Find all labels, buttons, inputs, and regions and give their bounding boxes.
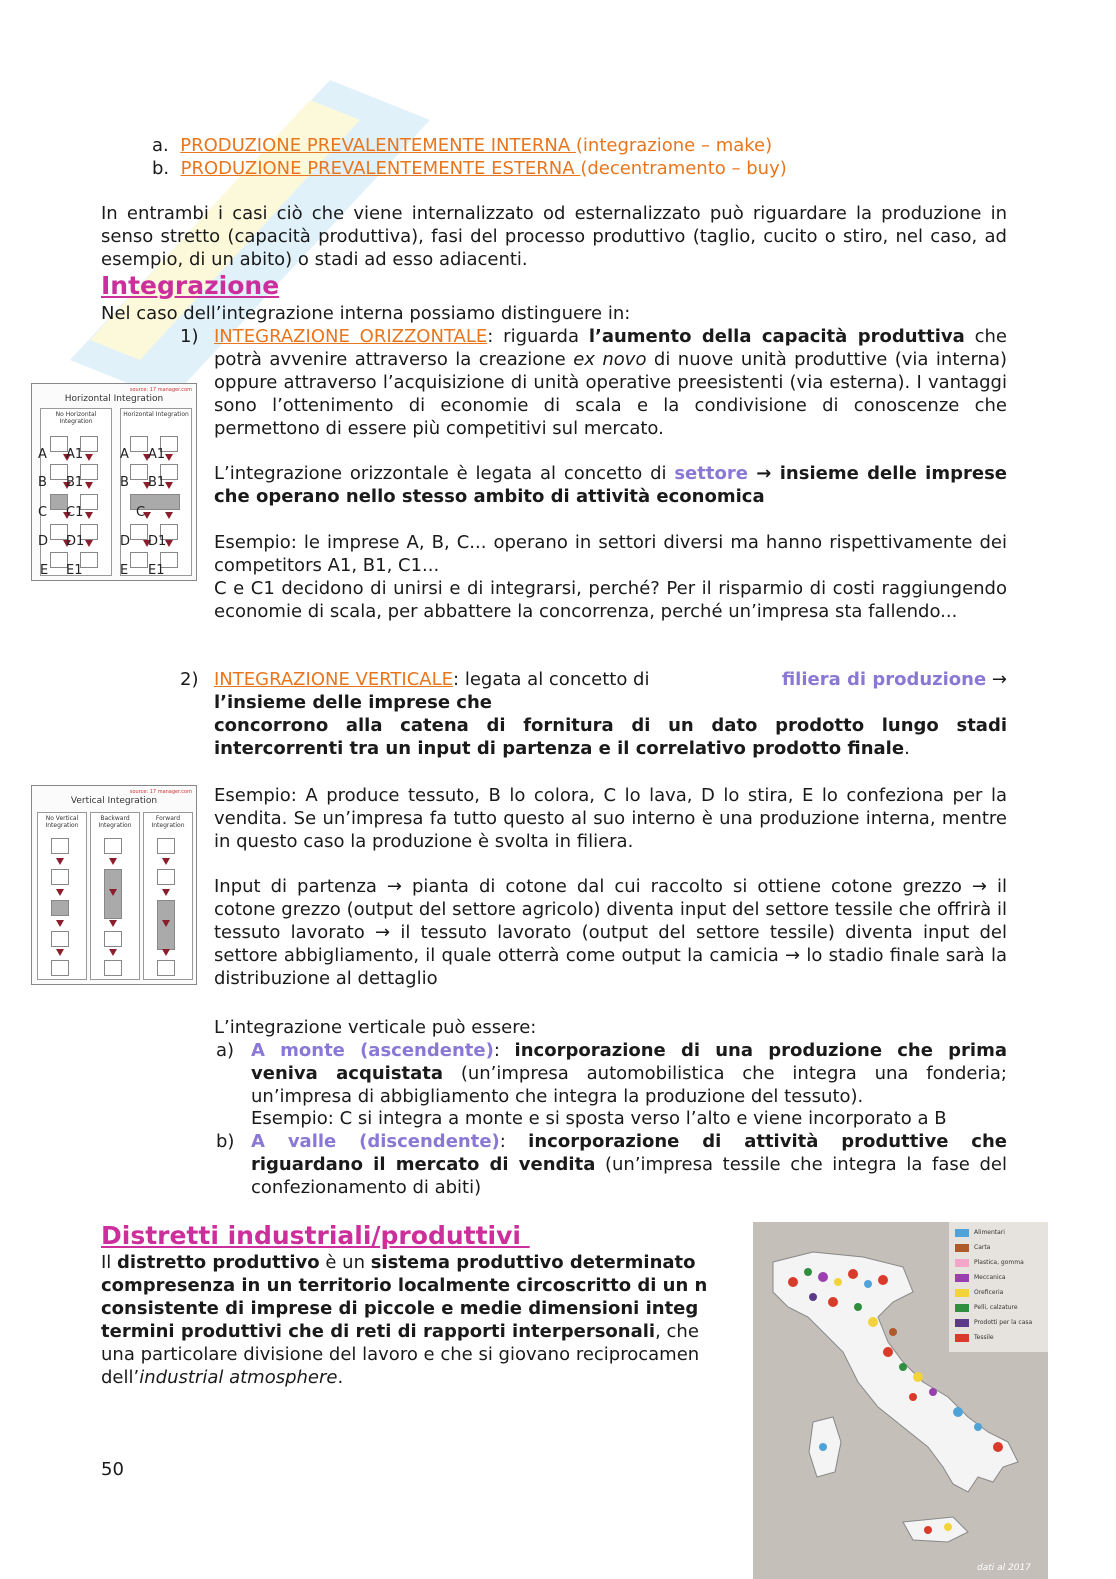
label-A: A <box>38 447 47 462</box>
legend-swatch <box>955 1229 969 1237</box>
label-C1: C1 <box>66 505 84 520</box>
figure-source: source: 17 manager.com <box>129 387 192 393</box>
legend-label: Pelli, calzature <box>974 1304 1018 1311</box>
horizontal-integration-figure <box>31 383 197 581</box>
col-title: Backward Integration <box>98 815 132 829</box>
legend-swatch <box>955 1259 969 1267</box>
col-horizontal <box>120 408 192 576</box>
legend-label: Alimentari <box>974 1229 1005 1236</box>
list-item-b: b. PRODUZIONE PREVALENTEMENTE ESTERNA (decentramento – buy) <box>152 158 787 179</box>
legend-item <box>955 1258 1024 1268</box>
figure-title: Horizontal Integration <box>64 394 164 404</box>
item1-number: 1) <box>180 326 199 347</box>
heading-integrazione: Integrazione <box>101 271 280 300</box>
item2-example: Esempio: A produce tessuto, B lo colora, C lo lava, D lo stira, E lo confeziona per la vendita. Se un’impresa fa tutto questo al suo interno è una produzione interna, mentre in questo caso la produzione è svolta in filiera. <box>214 785 1007 852</box>
vertical-integration-figure <box>31 785 197 985</box>
label-B: B <box>38 475 47 490</box>
legend-label: Prodotti per la casa <box>974 1319 1033 1326</box>
link-produzione-interna[interactable]: PRODUZIONE PREVALENTEMENTE INTERNA <box>180 135 576 156</box>
legend-label: Plastica, gomma <box>974 1259 1024 1266</box>
label-D1: D1 <box>66 534 85 549</box>
heading-distretti: Distretti industriali/produttivi <box>101 1221 530 1250</box>
legend-item <box>955 1318 1032 1328</box>
legend-item <box>955 1288 1003 1298</box>
legend-label: Oreficeria <box>974 1289 1004 1296</box>
col-title: No Horizontal Integration <box>55 411 97 425</box>
legend-swatch <box>955 1304 969 1312</box>
figure-source: source: 17 manager.com <box>129 789 192 795</box>
map-legend <box>949 1222 1048 1352</box>
page-number: 50 <box>101 1459 124 1480</box>
label-C: C <box>38 505 48 520</box>
item2-a-example: Esempio: C si integra a monte e si sposta verso l’alto e viene incorporato a B <box>251 1108 947 1129</box>
label-B-right: B <box>120 475 129 490</box>
col-title: No Vertical Integration <box>45 815 79 829</box>
italy-districts-map <box>753 1222 1048 1579</box>
label-E-right: E <box>120 563 129 578</box>
legend-swatch <box>955 1274 969 1282</box>
item1-paragraph: INTEGRAZIONE ORIZZONTALE: riguarda l’aumento della capacità produttiva che potrà avvenire attraverso la creazione ex novo di nuove unità produttive (via interna) oppure attraverso l’acquisizione di unità operative preesistenti (via esterna). I vantaggi sono l’ottenimento di economie di scala e la condivisione di conoscenze che permettono di essere più competitivi sul mercato. <box>214 326 1007 439</box>
item2-b-marker: b) <box>216 1131 235 1152</box>
legend-swatch <box>955 1244 969 1252</box>
intro-paragraph: In entrambi i casi ciò che viene internalizzato od esternalizzato può riguardare la produzione in senso stretto (capacità produttiva), fasi del processo produttivo (taglio, cucito o stiro, nel caso, ad esempio, di un abito) o stadi ad esso adiacenti. <box>101 203 1007 270</box>
link-integrazione-orizzontale[interactable]: INTEGRAZIONE ORIZZONTALE <box>214 326 488 347</box>
label-C-right: C <box>136 505 146 520</box>
label-B1: B1 <box>66 475 84 490</box>
map-credit: dati al 2017 <box>977 1563 1031 1573</box>
legend-item <box>955 1243 990 1253</box>
label-A-right: A <box>120 447 129 462</box>
distretti-line: una particolare divisione del lavoro e che si giovano reciprocamen <box>101 1344 700 1365</box>
distretti-line: dell’industrial atmosphere. <box>101 1367 344 1388</box>
legend-swatch <box>955 1319 969 1327</box>
label-A1-right: A1 <box>148 447 166 462</box>
link-produzione-esterna[interactable]: PRODUZIONE PREVALENTEMENTE ESTERNA <box>180 158 581 179</box>
col-title: Forward Integration <box>151 815 185 829</box>
distretti-paragraph <box>101 1251 751 1389</box>
item2-a-paragraph: A monte (ascendente): incorporazione di una produzione che prima veniva acquistata (un’impresa automobilistica che integra una fonderia; un’impresa di abbigliamento che integra la produzione del tessuto). <box>251 1040 1007 1107</box>
legend-item <box>955 1273 1006 1283</box>
col-no-horizontal <box>40 408 112 576</box>
distretti-line: compresenza in un territorio localmente circoscritto di un n <box>101 1275 708 1296</box>
legend-item <box>955 1333 994 1343</box>
label-A1: A1 <box>66 447 84 462</box>
figure-title: Vertical Integration <box>70 796 158 806</box>
integrazione-lead: Nel caso dell’integrazione interna possiamo distinguere in: <box>101 303 631 324</box>
col-title: Horizontal Integration <box>123 411 189 418</box>
label-D1-right: D1 <box>148 534 167 549</box>
label-D: D <box>38 534 49 549</box>
item2-number: 2) <box>180 669 199 690</box>
distretti-line: consistente di imprese di piccole e medie dimensioni integ <box>101 1298 699 1319</box>
item1-example-a: Esempio: le imprese A, B, C... operano in settori diversi ma hanno rispettivamente dei competitors A1, B1, C1... <box>214 532 1007 576</box>
label-E1: E1 <box>66 563 83 578</box>
label-E1-right: E1 <box>148 563 165 578</box>
legend-label: Tessile <box>974 1334 994 1341</box>
link-integrazione-verticale[interactable]: INTEGRAZIONE VERTICALE <box>214 669 454 690</box>
legend-item <box>955 1303 1018 1313</box>
distretti-line: termini produttivi che di reti di rapporti interpersonali, che <box>101 1321 699 1342</box>
item2-input-chain: Input di partenza → pianta di cotone dal cui raccolto si ottiene cotone grezzo → il cotone grezzo (output del settore agricolo) diventa input del settore tessile che offrirà il tessuto lavorato → il tessuto lavorato (output del settore tessile) diventa input del settore abbigliamento, il quale otterrà come output la camicia → lo stadio finale sarà la distribuzione al dettaglio <box>214 876 1007 989</box>
label-B1-right: B1 <box>148 475 166 490</box>
distretti-line: Il distretto produttivo è un sistema produttivo determinato <box>101 1252 696 1273</box>
legend-label: Meccanica <box>974 1274 1006 1281</box>
item1-settore-paragraph: L’integrazione orizzontale è legata al concetto di settore → insieme delle imprese che operano nello stesso ambito di attività economica <box>214 463 1008 507</box>
item2-canbe: L’integrazione verticale può essere: <box>214 1017 537 1038</box>
label-D-right: D <box>120 534 131 549</box>
legend-swatch <box>955 1334 969 1342</box>
list-item-a: a. PRODUZIONE PREVALENTEMENTE INTERNA (integrazione – make) <box>152 135 773 156</box>
item2-a-marker: a) <box>216 1040 235 1061</box>
legend-label: Carta <box>974 1244 991 1251</box>
legend-item <box>955 1228 1005 1238</box>
item1-example-b: C e C1 decidono di unirsi e di integrarsi, perché? Per il risparmio di costi raggiungendo economie di scala, per abbattere la concorrenza, perché un’impresa sta fallendo... <box>214 578 1007 622</box>
item2-b-paragraph: A valle (discendente): incorporazione di attività produttive che riguardano il mercato di vendita (un’impresa tessile che integra la fase del confezionamento di abiti) <box>251 1131 1007 1198</box>
item2-paragraph: INTEGRAZIONE VERTICALE: legata al concetto di filiera di produzione → l’insieme delle imprese che concorrono alla catena di fornitura di un dato prodotto lungo stadi intercorrenti tra un input di partenza e il correlativo prodotto finale. <box>214 669 1007 759</box>
legend-swatch <box>955 1289 969 1297</box>
label-E: E <box>40 563 49 578</box>
